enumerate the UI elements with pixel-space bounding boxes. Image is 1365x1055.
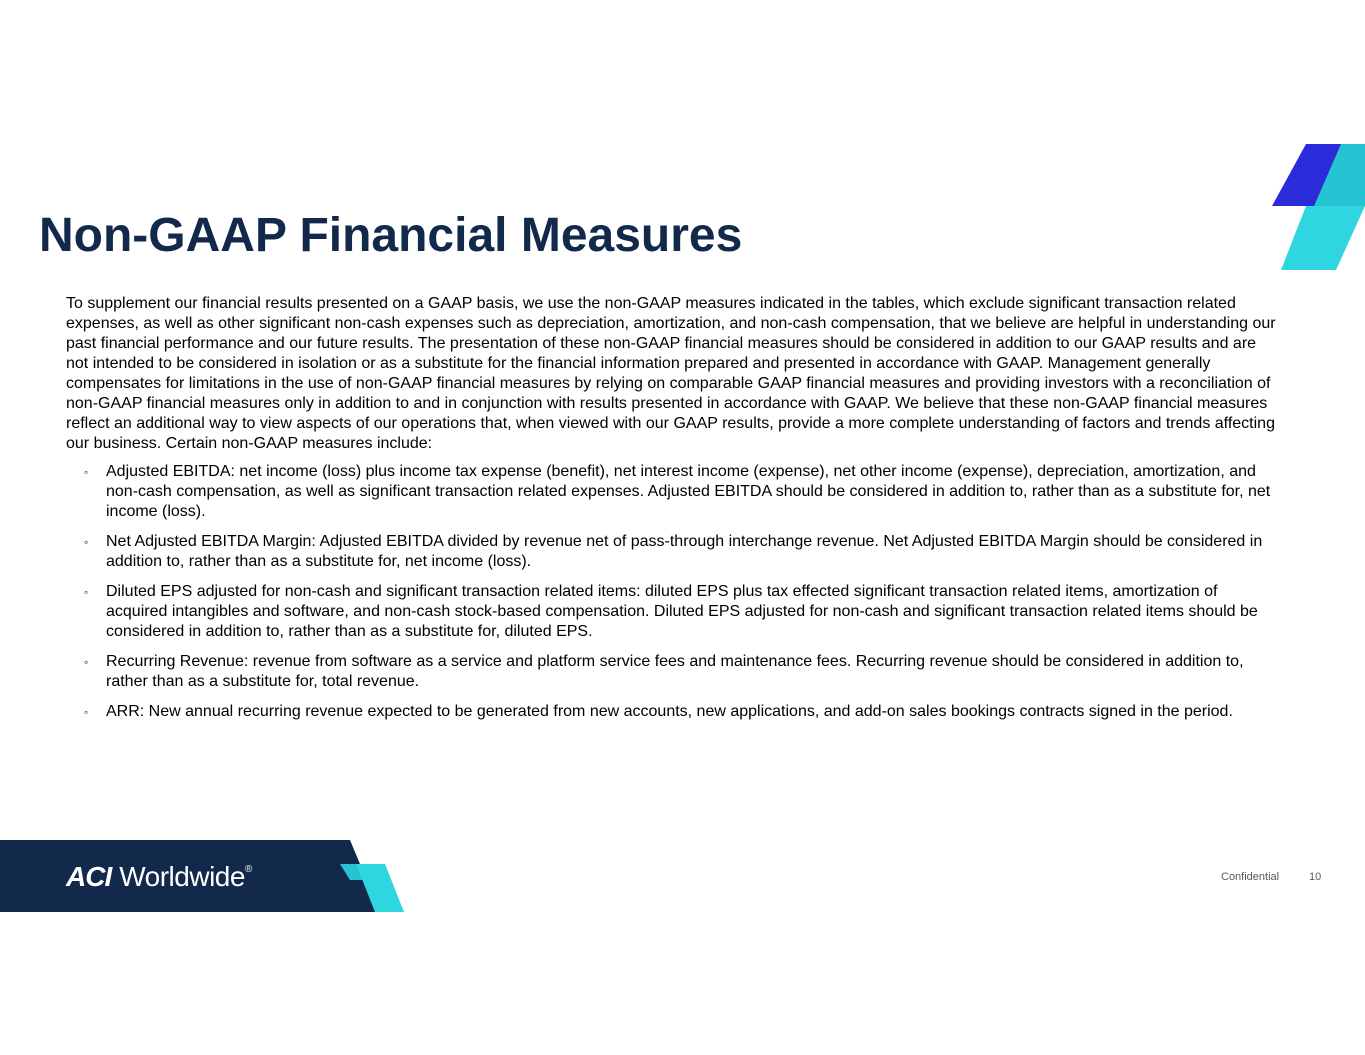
list-item-text: Diluted EPS adjusted for non-cash and significant transaction related items: diluted EPS plus tax effected significant transaction related items, amortization of acquired intangibles and software, and non-cash stock-based compensation. Diluted EPS adjusted for non-cash and significant transaction related items should be considered in addition to, rather than as a substitute for, diluted EPS. bbox=[106, 583, 1258, 640]
brand-corner-graphic bbox=[1266, 142, 1365, 272]
bullet-marker: ◦ bbox=[84, 535, 89, 549]
corner-cyan-bottom-shape bbox=[1281, 206, 1365, 270]
logo-mark: ACI bbox=[66, 861, 112, 892]
aci-worldwide-logo bbox=[66, 858, 252, 896]
list-item bbox=[66, 532, 1276, 572]
logo-registered-mark: ® bbox=[244, 864, 253, 875]
intro-paragraph: To supplement our financial results presented on a GAAP basis, we use the non-GAAP measures indicated in the tables, which exclude significant transaction related expenses, as well as other significant non-cash expenses such as depreciation, amortization, and non-cash compensation, that we believe are helpful in understanding our past financial performance and our future results. The presentation of these non-GAAP financial measures should be considered in addition to our GAAP results and are not intended to be considered in isolation or as a substitute for the financial information prepared and presented in accordance with GAAP. Management generally compensates for limitations in the use of non-GAAP financial measures by relying on comparable GAAP financial measures and providing investors with a reconciliation of non-GAAP financial measures only in addition to and in conjunction with results presented in accordance with GAAP. We believe that these non-GAAP financial measures reflect an additional way to view aspects of our operations that, when viewed with our GAAP results, provide a more complete understanding of factors and trends affecting our business. Certain non-GAAP measures include: bbox=[66, 295, 1276, 452]
bullet-marker: ◦ bbox=[84, 705, 89, 719]
list-item bbox=[66, 462, 1276, 522]
list-item bbox=[66, 582, 1276, 642]
list-item-text: ARR: New annual recurring revenue expected to be generated from new accounts, new applications, and add-on sales bookings contracts signed in the period. bbox=[106, 703, 1233, 720]
list-item-text: Recurring Revenue: revenue from software as a service and platform service fees and maintenance fees. Recurring revenue should be considered in addition to, rather than as a substitute for, total revenue. bbox=[106, 653, 1244, 690]
logo-wordmark: Worldwide bbox=[119, 861, 245, 892]
slide-title: Non-GAAP Financial Measures bbox=[39, 209, 743, 262]
list-item-text: Adjusted EBITDA: net income (loss) plus income tax expense (benefit), net interest income (expense), net other income (expense), depreciation, amortization, and non-cash compensation, as well as significant transaction related expenses. Adjusted EBITDA should be considered in addition to, rather than as a substitute for, net income (loss). bbox=[106, 463, 1271, 520]
bullet-marker: ◦ bbox=[84, 655, 89, 669]
page-number: 10 bbox=[1309, 871, 1322, 883]
bullet-marker: ◦ bbox=[84, 465, 89, 479]
list-item bbox=[66, 702, 1276, 722]
list-item bbox=[66, 652, 1276, 692]
measures-list bbox=[66, 462, 1276, 722]
bullet-marker: ◦ bbox=[84, 585, 89, 599]
confidential-label: Confidential bbox=[1221, 871, 1280, 883]
body-content bbox=[66, 294, 1276, 732]
list-item-text: Net Adjusted EBITDA Margin: Adjusted EBITDA divided by revenue net of pass-through interchange revenue. Net Adjusted EBITDA Margin should be considered in addition to, rather than as a substitute for, net income (loss). bbox=[106, 533, 1263, 570]
